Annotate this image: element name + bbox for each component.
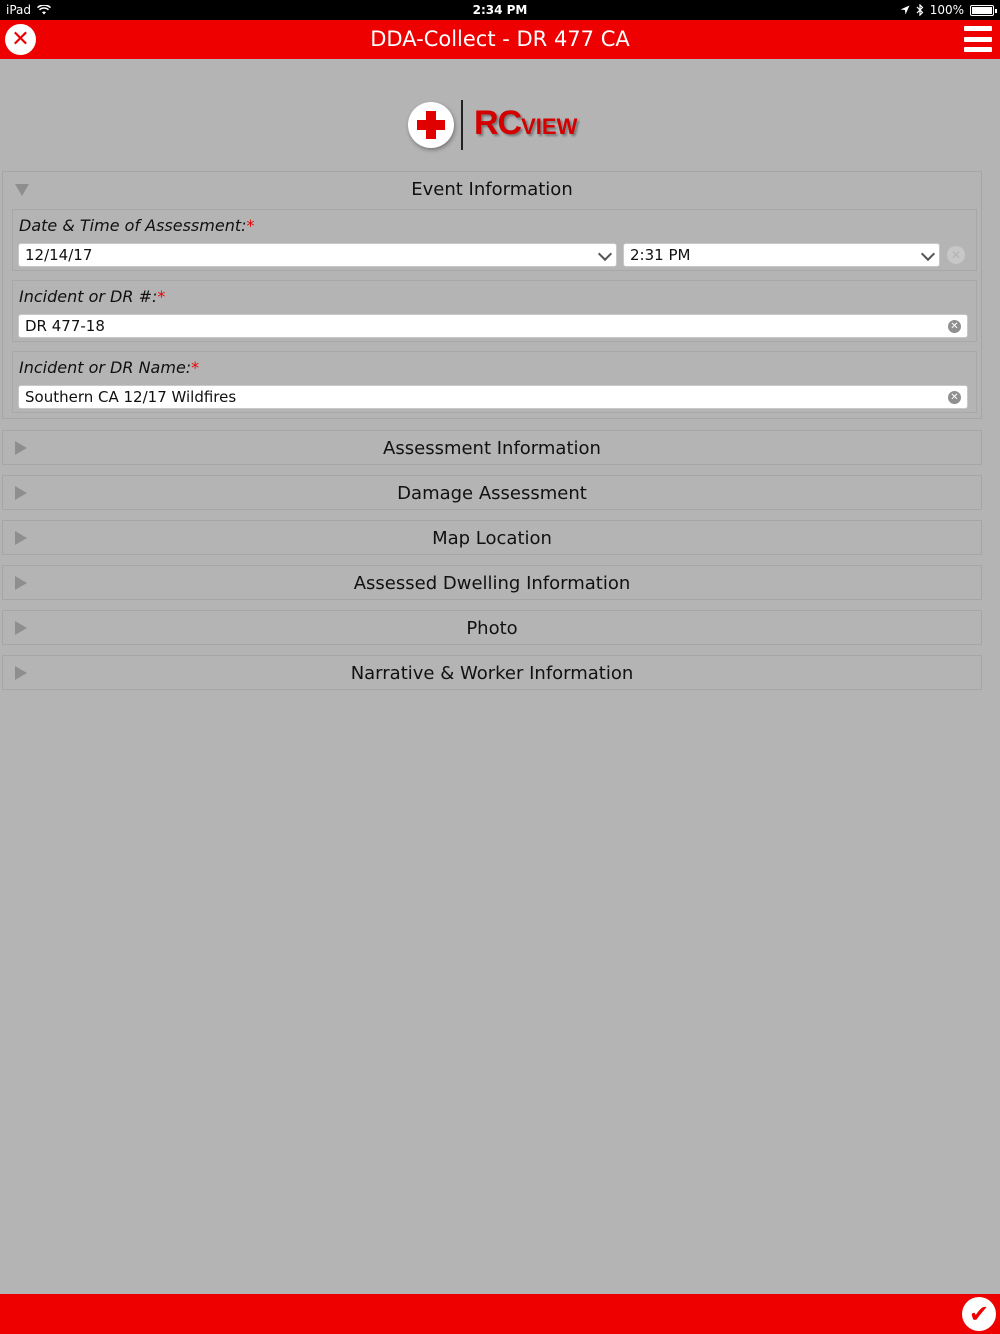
red-cross-icon bbox=[408, 102, 454, 148]
incident-name-input[interactable] bbox=[18, 385, 968, 409]
incident-name-value: Southern CA 12/17 Wildfires bbox=[25, 388, 237, 406]
footer-bar bbox=[0, 1294, 1000, 1334]
section-photo[interactable] bbox=[2, 610, 982, 645]
required-marker: * bbox=[191, 358, 200, 377]
section-title: Photo bbox=[466, 618, 518, 639]
logo-divider bbox=[461, 100, 463, 150]
close-button[interactable]: ✕ bbox=[5, 24, 36, 55]
section-title: Assessment Information bbox=[383, 438, 601, 459]
section-title: Map Location bbox=[432, 528, 552, 549]
hamburger-menu-icon[interactable] bbox=[964, 26, 992, 52]
incident-number-label: Incident or DR #:* bbox=[19, 287, 166, 306]
required-marker: * bbox=[246, 216, 255, 235]
section-title: Assessed Dwelling Information bbox=[353, 573, 631, 594]
incident-number-value: DR 477-18 bbox=[25, 317, 105, 335]
bluetooth-icon bbox=[916, 4, 924, 16]
nav-bar bbox=[0, 20, 1000, 59]
logo-text: RCVIEW bbox=[474, 104, 578, 142]
rcview-logo bbox=[408, 100, 588, 152]
status-bar bbox=[0, 0, 1000, 20]
event-information-header[interactable] bbox=[3, 172, 981, 206]
event-information-panel bbox=[2, 171, 982, 419]
incident-name-field bbox=[12, 351, 977, 413]
date-time-field bbox=[12, 209, 977, 271]
section-title: Damage Assessment bbox=[397, 483, 587, 504]
battery-icon bbox=[970, 5, 994, 16]
status-right bbox=[900, 3, 994, 17]
chevron-down-icon bbox=[921, 247, 935, 261]
section-assessed-dwelling-information[interactable] bbox=[2, 565, 982, 600]
section-narrative-worker-information[interactable] bbox=[2, 655, 982, 690]
date-time-label: Date & Time of Assessment:* bbox=[19, 216, 255, 235]
chevron-down-icon bbox=[598, 247, 612, 261]
incident-number-input[interactable] bbox=[18, 314, 968, 338]
clear-input-icon[interactable]: ✕ bbox=[948, 320, 961, 333]
section-assessment-information[interactable] bbox=[2, 430, 982, 465]
section-title: Narrative & Worker Information bbox=[350, 663, 634, 684]
battery-percent: 100% bbox=[929, 3, 964, 17]
required-marker: * bbox=[157, 287, 166, 306]
event-information-title: Event Information bbox=[411, 179, 573, 200]
time-value: 2:31 PM bbox=[630, 246, 691, 264]
section-damage-assessment[interactable] bbox=[2, 475, 982, 510]
battery-fill bbox=[972, 7, 992, 14]
date-value: 12/14/17 bbox=[25, 246, 93, 264]
clear-datetime-icon[interactable]: ✕ bbox=[947, 246, 965, 264]
nav-title: DDA-Collect - DR 477 CA bbox=[370, 27, 630, 51]
date-select[interactable] bbox=[18, 243, 617, 267]
submit-check-button[interactable]: ✔ bbox=[962, 1297, 996, 1331]
incident-number-field bbox=[12, 280, 977, 342]
device-label: iPad bbox=[6, 3, 32, 17]
location-arrow-icon bbox=[900, 5, 910, 15]
clear-input-icon[interactable]: ✕ bbox=[948, 391, 961, 404]
section-map-location[interactable] bbox=[2, 520, 982, 555]
status-time: 2:34 PM bbox=[472, 3, 528, 17]
time-select[interactable] bbox=[623, 243, 940, 267]
incident-name-label: Incident or DR Name:* bbox=[19, 358, 200, 377]
